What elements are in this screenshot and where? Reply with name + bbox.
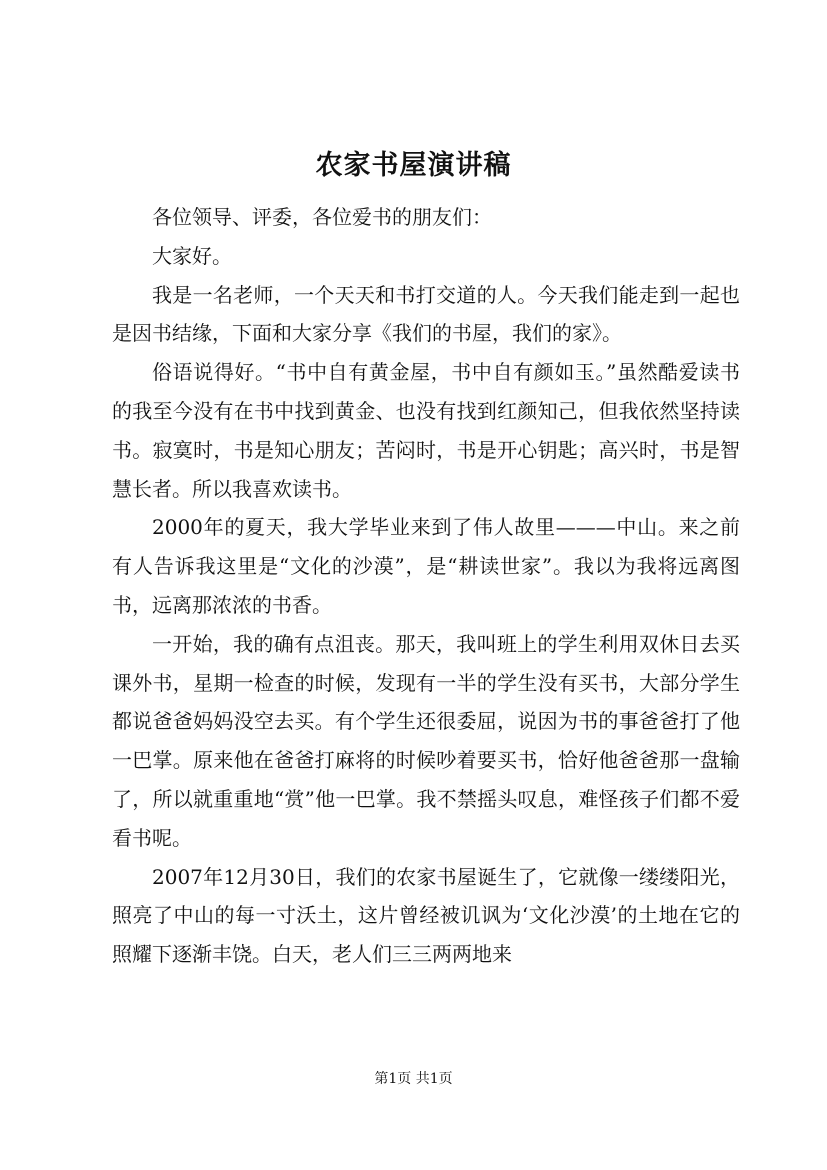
paragraph-arrival: 2000年的夏天，我大学毕业来到了伟人故里———中山。来之前有人告诉我这里是“文化的沙漠”，是“耕读世家”。我以为我将远离图书，远离那浓浓的书香。 [112, 515, 740, 617]
page-footer: 第1页 共1页 [374, 1071, 453, 1087]
paragraph-proverb: 俗语说得好。“书中自有黄金屋，书中自有颜如玉。”虽然酷爱读书的我至今没有在书中找到黄金、也没有找到红颜知己，但我依然坚持读书。寂寞时，书是知心朋友；苦闷时，书是开心钥匙；高兴时，书是智慧长者。所以我喜欢读书。 [112, 360, 740, 501]
paragraph-salutation: 各位领导、评委，各位爱书的朋友们： [152, 205, 492, 229]
paragraph-beginning: 一开始，我的确有点沮丧。那天，我叫班上的学生利用双休日去买课外书，星期一检查的时候，发现有一半的学生没有买书，大部分学生都说爸爸妈妈没空去买。有个学生还很委屈，说因为书的事爸爸打了他一巴掌。原来他在爸爸打麻将的时候吵着要买书，恰好他爸爸那一盘输了，所以就重重地“赏”他一巴掌。我不禁摇头叹息，难怪孩子们都不爱看书呢。 [112, 631, 740, 850]
paragraph-introduction: 我是一名老师，一个天天和书打交道的人。今天我们能走到一起也是因书结缘，下面和大家分享《我们的书屋，我们的家》。 [112, 282, 740, 346]
document-body [112, 198, 740, 974]
paragraph-greeting: 大家好。 [152, 243, 232, 268]
paragraph-bookhouse: 2007年12月30日，我们的农家书屋诞生了，它就像一缕缕阳光，照亮了中山的每一寸沃土，这片曾经被讥讽为‘文化沙漠’的土地在它的照耀下逐渐丰饶。白天，老人们三三两两地来 [112, 864, 740, 967]
page-title: 农家书屋演讲稿 [315, 150, 512, 181]
